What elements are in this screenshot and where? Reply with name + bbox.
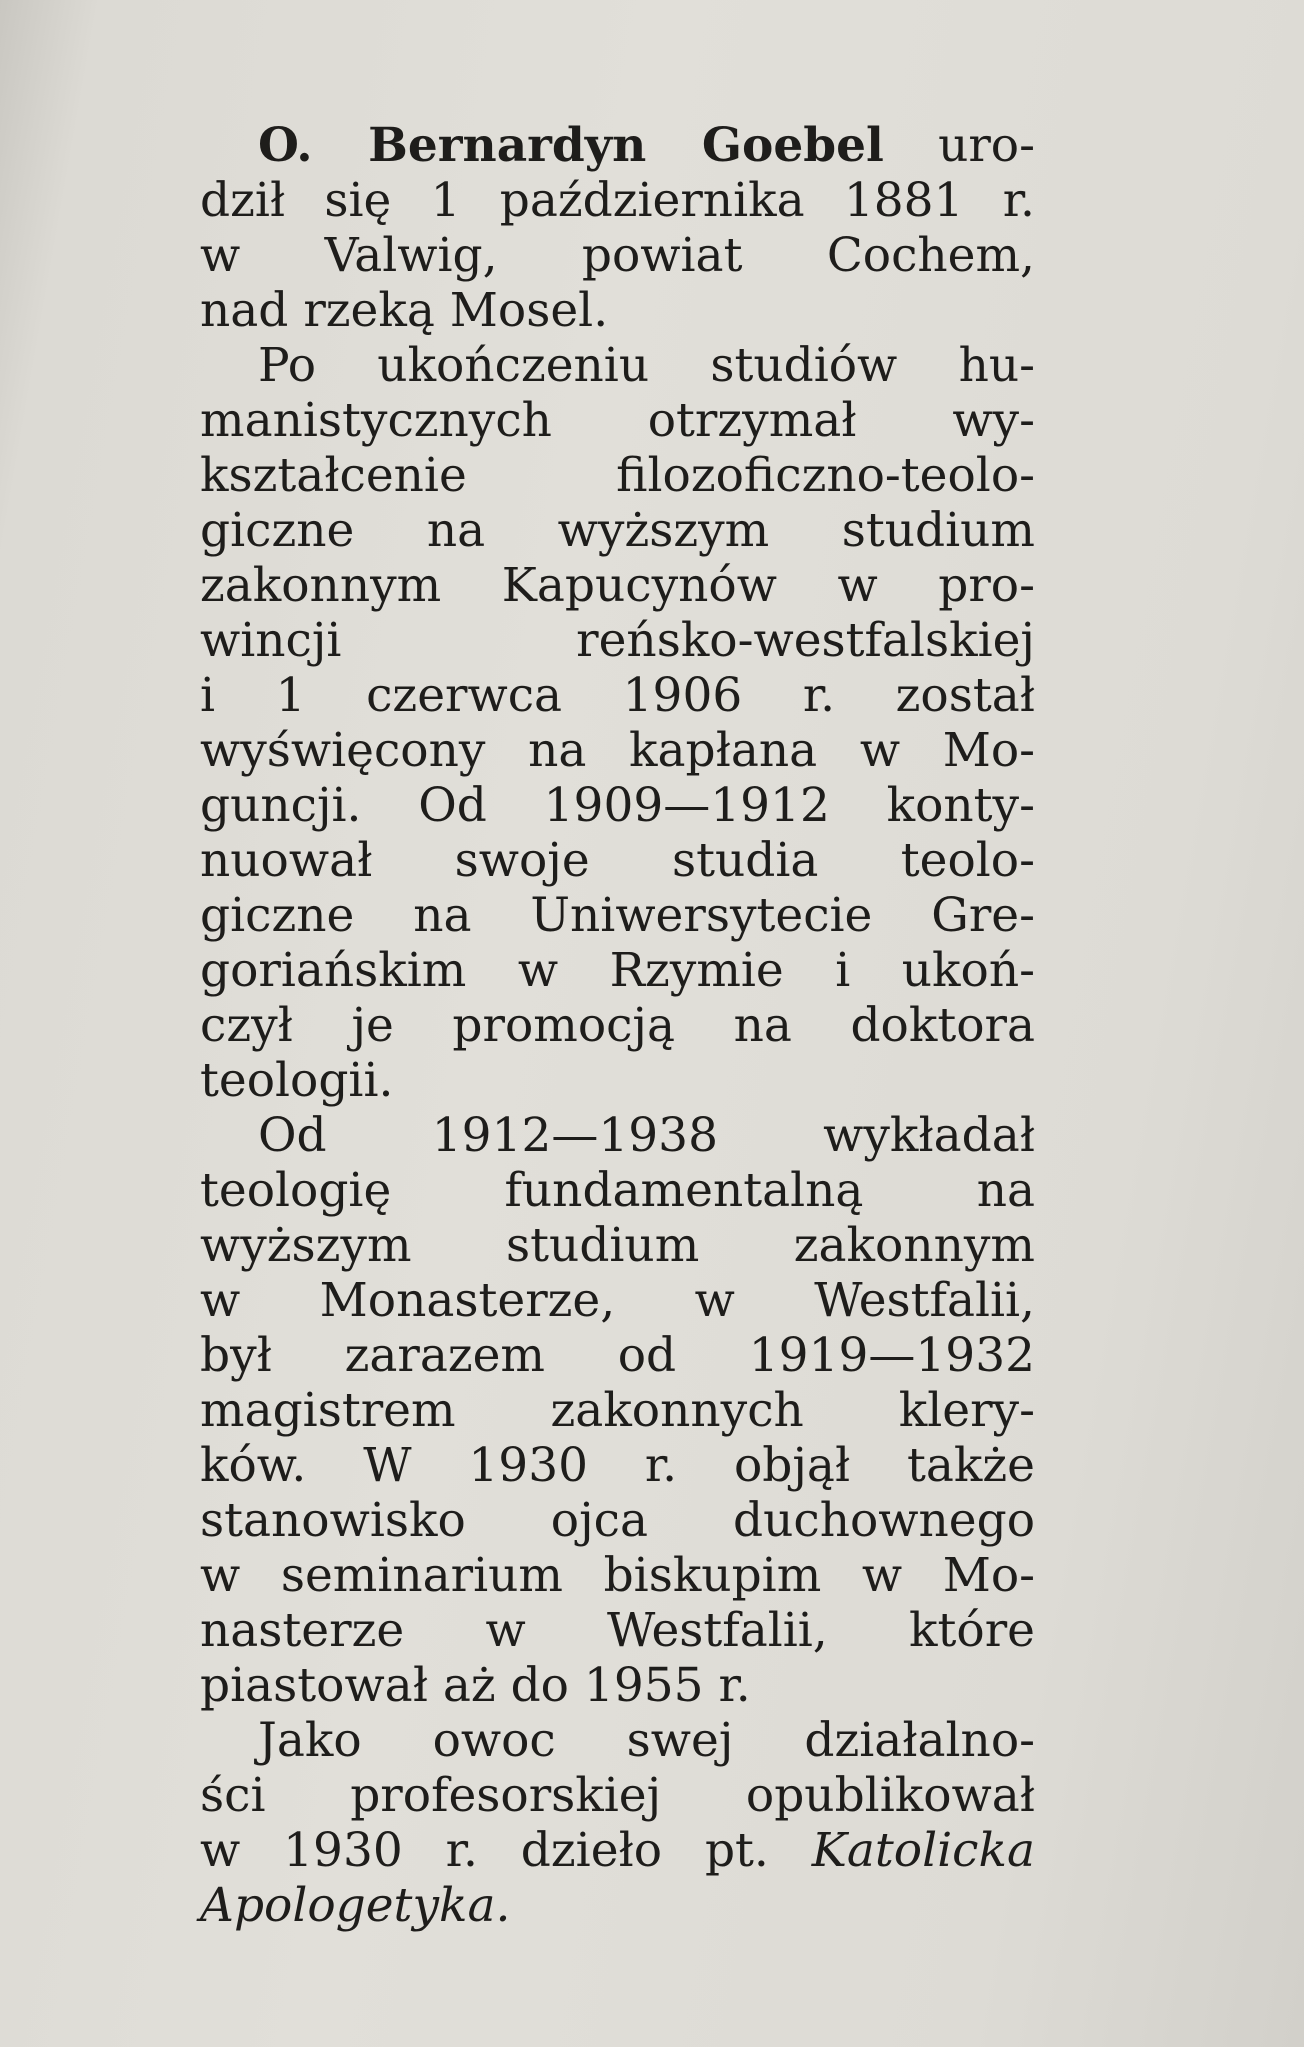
text-line <box>200 833 1035 888</box>
text-line <box>200 1878 1035 1933</box>
text-segment: i 1 czerwca 1906 r. został <box>200 668 1035 723</box>
text-segment: guncji. Od 1909—1912 konty- <box>200 778 1035 833</box>
text-line <box>200 1603 1035 1658</box>
text-line <box>200 1713 1035 1768</box>
text-segment: był zarazem od 1919—1932 <box>200 1328 1035 1383</box>
text-segment: giczne na Uniwersytecie Gre- <box>200 888 1035 943</box>
text-segment: teologii. <box>200 1053 394 1108</box>
text-line <box>200 778 1035 833</box>
text-segment: goriańskim w Rzymie i ukoń- <box>200 943 1035 998</box>
text-line <box>200 1328 1035 1383</box>
text-line <box>200 1658 1035 1713</box>
text-line <box>200 1163 1035 1218</box>
text-line <box>200 1053 1035 1108</box>
paragraph <box>200 118 1035 338</box>
text-line <box>200 338 1035 393</box>
text-segment: magistrem zakonnych klery- <box>200 1383 1035 1438</box>
text-line <box>200 1548 1035 1603</box>
text-line <box>200 1493 1035 1548</box>
author-name: O. Bernardyn Goebel <box>258 118 884 173</box>
text-segment: w 1930 r. dzieło pt. <box>200 1823 812 1878</box>
text-segment: w seminarium biskupim w Mo- <box>200 1548 1035 1603</box>
text-line <box>200 118 1035 173</box>
text-segment: nasterze w Westfalii, które <box>200 1603 1035 1658</box>
text-line <box>200 613 1035 668</box>
text-segment: Po ukończeniu studiów hu- <box>258 338 1035 393</box>
text-line <box>200 283 1035 338</box>
text-line <box>200 503 1035 558</box>
text-segment: kształcenie filozoficzno-teolo- <box>200 448 1035 503</box>
text-segment: ści profesorskiej opublikował <box>200 1768 1035 1823</box>
text-segment: nad rzeką Mosel. <box>200 283 609 338</box>
text-line <box>200 393 1035 448</box>
text-segment: giczne na wyższym studium <box>200 503 1035 558</box>
text-segment: czył je promocją na doktora <box>200 998 1035 1053</box>
text-segment: dził się 1 października 1881 r. <box>200 173 1035 228</box>
text-line <box>200 448 1035 503</box>
text-line <box>200 173 1035 228</box>
book-title: Katolicka <box>811 1823 1035 1878</box>
biography-text <box>200 118 1035 1933</box>
text-segment: Jako owoc swej działalno- <box>258 1713 1035 1768</box>
text-line <box>200 723 1035 778</box>
text-line <box>200 943 1035 998</box>
text-line <box>200 1108 1035 1163</box>
text-line <box>200 1273 1035 1328</box>
text-line <box>200 228 1035 283</box>
text-line <box>200 998 1035 1053</box>
text-segment: wyświęcony na kapłana w Mo- <box>200 723 1035 778</box>
book-title: Apologetyka. <box>200 1878 511 1933</box>
text-segment: manistycznych otrzymał wy- <box>200 393 1035 448</box>
text-line <box>200 558 1035 613</box>
text-segment: w Monasterze, w Westfalii, <box>200 1273 1035 1328</box>
text-segment: wyższym studium zakonnym <box>200 1218 1035 1273</box>
text-segment: Od 1912—1938 wykładał <box>258 1108 1035 1163</box>
text-segment: w Valwig, powiat Cochem, <box>200 228 1035 283</box>
text-segment: wincji reńsko-westfalskiej <box>200 613 1035 668</box>
text-segment: teologię fundamentalną na <box>200 1163 1035 1218</box>
text-line <box>200 1768 1035 1823</box>
text-line <box>200 1823 1035 1878</box>
text-line <box>200 668 1035 723</box>
text-line <box>200 1218 1035 1273</box>
text-line <box>200 1383 1035 1438</box>
text-segment: zakonnym Kapucynów w pro- <box>200 558 1035 613</box>
text-segment: uro- <box>883 118 1035 173</box>
paragraph <box>200 1713 1035 1933</box>
paragraph <box>200 338 1035 1108</box>
text-segment: piastował aż do 1955 r. <box>200 1658 751 1713</box>
text-line <box>200 1438 1035 1493</box>
text-segment: stanowisko ojca duchownego <box>200 1493 1035 1548</box>
text-segment: nuował swoje studia teolo- <box>200 833 1035 888</box>
paragraph <box>200 1108 1035 1713</box>
text-line <box>200 888 1035 943</box>
text-segment: ków. W 1930 r. objął także <box>200 1438 1035 1493</box>
